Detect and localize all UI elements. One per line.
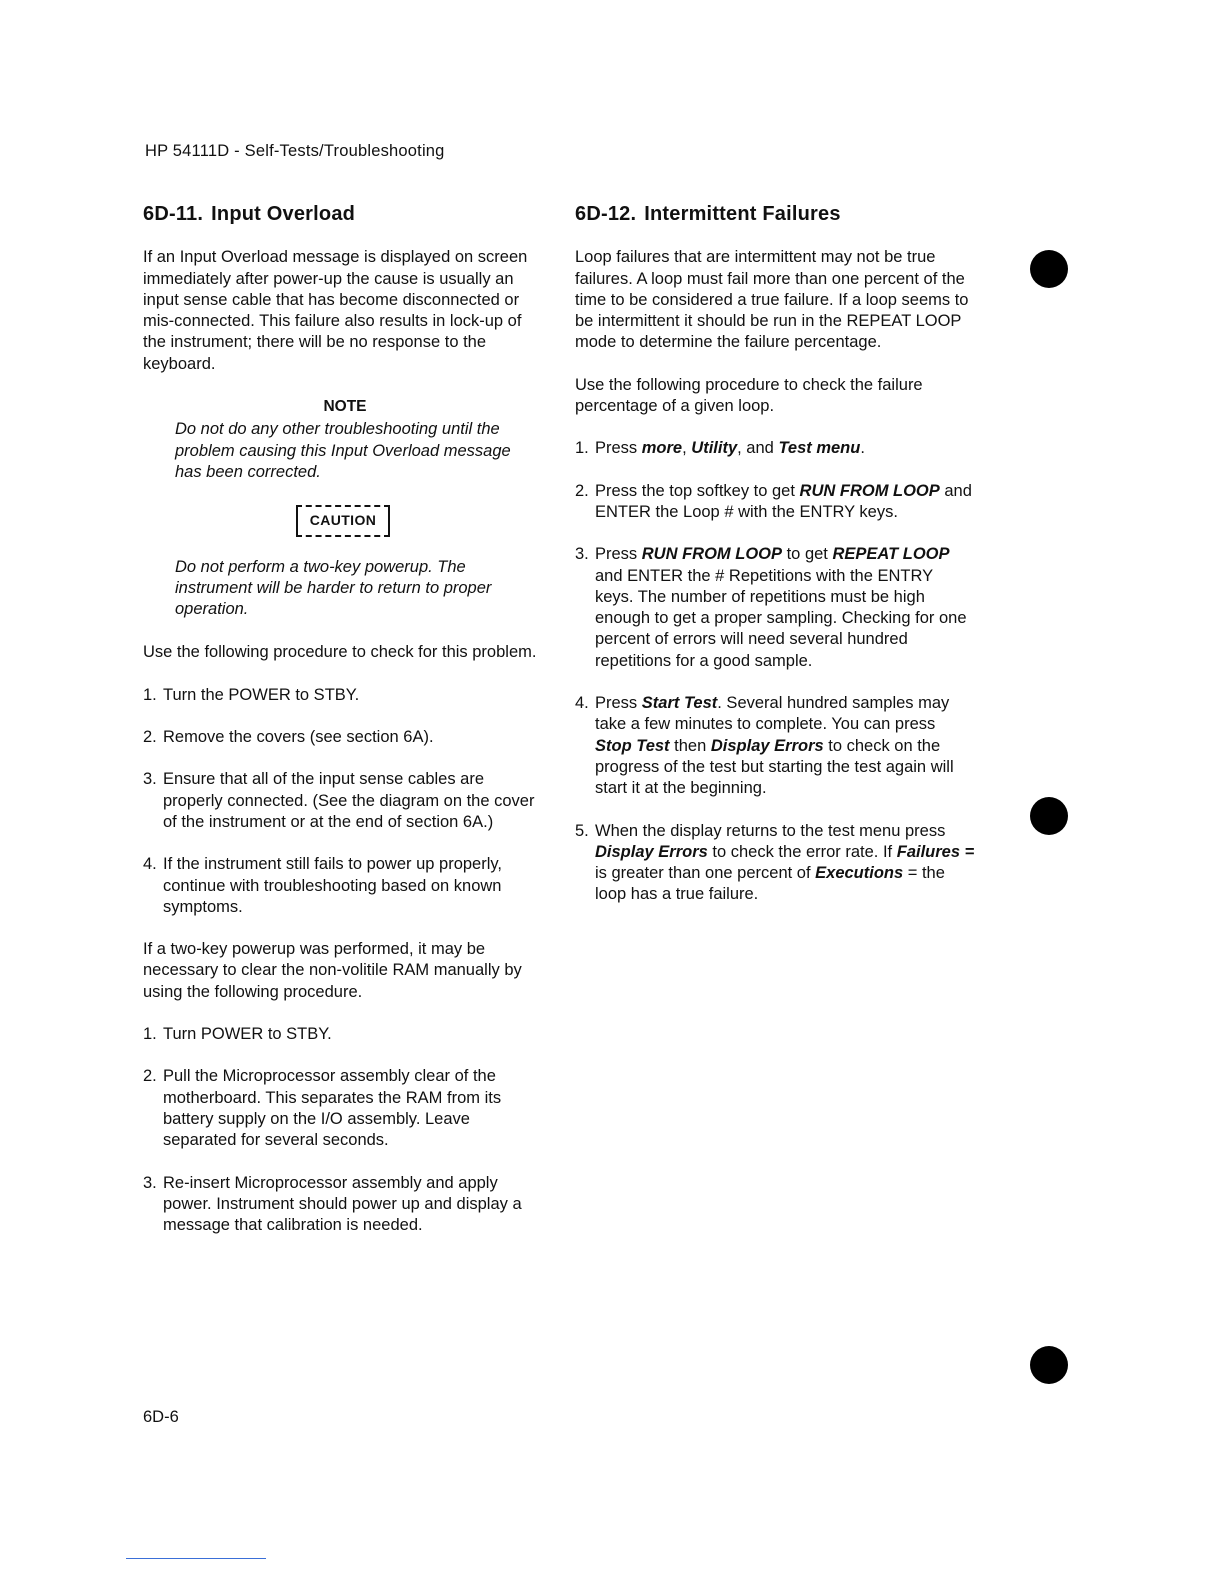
procedure-list-2 — [143, 1024, 543, 1236]
softkey-stop-test: Stop Test — [595, 736, 670, 755]
step-number: 3. — [575, 545, 589, 564]
step-text: Turn the POWER to STBY. — [163, 685, 360, 704]
section-title: Intermittent Failures — [644, 203, 841, 225]
step-number: 4. — [143, 855, 157, 874]
step-text: , — [682, 439, 692, 458]
step-number: 1. — [143, 685, 157, 704]
step-number: 5. — [575, 821, 589, 840]
list-item — [143, 854, 543, 918]
step-text: When the display returns to the test menu press — [595, 821, 946, 840]
list-item — [143, 769, 543, 833]
failures-label: Failures = — [896, 842, 975, 861]
section-heading-intermittent-failures — [575, 204, 975, 225]
step-number: 1. — [143, 1025, 157, 1044]
step-number: 4. — [575, 694, 589, 713]
step-number: 2. — [575, 481, 589, 500]
list-item — [575, 821, 975, 906]
step-text: Press — [595, 439, 642, 458]
right-column — [575, 204, 975, 927]
step-text: then — [669, 736, 711, 755]
binder-hole-dot — [1030, 250, 1068, 288]
step-text: . — [860, 439, 865, 458]
paragraph: If an Input Overload message is displayed on screen immediately after power-up the cause is usually an input sense cable that has become disconnected or mis-connected. This failure also results in lock-up of the instrument; there will be no response to the keyboard. — [143, 248, 528, 373]
list-item — [575, 693, 975, 799]
step-text: Turn POWER to STBY. — [163, 1025, 332, 1044]
caution-block — [143, 505, 543, 536]
step-text: is greater than one percent of — [595, 864, 816, 883]
page-bottom-rule — [126, 1558, 266, 1559]
step-text: Press the top softkey to get — [595, 481, 800, 500]
section-number: 6D-11. — [143, 203, 204, 225]
softkey-start-test: Start Test — [641, 694, 718, 713]
softkey-more: more — [641, 439, 683, 458]
note-body: Do not do any other troubleshooting until the problem causing this Input Overload message has been corrected. — [175, 420, 511, 481]
note-block — [175, 396, 515, 483]
softkey-run-from-loop: RUN FROM LOOP — [641, 545, 783, 564]
step-text: to check the error rate. If — [707, 842, 897, 861]
step-text: Re-insert Microprocessor assembly and apply power. Instrument should power up and display a message that calibration is needed. — [163, 1173, 522, 1235]
list-item — [575, 481, 975, 524]
step-number: 3. — [143, 1173, 157, 1192]
step-text: If the instrument still fails to power up properly, continue with troubleshooting based on known symptoms. — [163, 855, 503, 916]
step-text: Pull the Microprocessor assembly clear of the motherboard. This separates the RAM from its battery supply on the I/O assembly. Leave separated for several seconds. — [163, 1067, 502, 1150]
executions-label: Executions — [815, 864, 904, 883]
step-number: 2. — [143, 1067, 157, 1086]
step-number: 1. — [575, 439, 589, 458]
step-text: to get — [782, 545, 833, 564]
note-title: NOTE — [323, 398, 367, 416]
list-item — [575, 544, 975, 672]
step-text: and ENTER the Loop # with the ENTRY keys. — [595, 481, 972, 521]
list-item — [575, 438, 975, 459]
paragraph: Loop failures that are intermittent may not be true failures. A loop must fail more than one percent of the time to be considered a true failure. If a loop seems to be intermittent it should be run in the REPEAT LOOP mode to determine the failure percentage. — [575, 248, 969, 352]
caution-body: Do not perform a two-key powerup. The instrument will be harder to return to proper operation. — [175, 557, 492, 619]
paragraph: If a two-key powerup was performed, it may be necessary to clear the non-volitile RAM manually by using the following procedure. — [143, 940, 522, 1001]
softkey-repeat-loop: REPEAT LOOP — [832, 545, 950, 564]
step-text: = the loop has a true failure. — [595, 864, 945, 904]
list-item — [143, 685, 543, 706]
caution-label: CAUTION — [296, 505, 391, 536]
softkey-run-from-loop: RUN FROM LOOP — [799, 481, 940, 500]
list-item — [143, 1066, 543, 1151]
step-text: Remove the covers (see section 6A). — [163, 728, 434, 747]
softkey-display-errors: Display Errors — [710, 736, 824, 755]
paragraph: Use the following procedure to check the failure percentage of a given loop. — [575, 375, 923, 416]
list-item — [143, 727, 543, 748]
step-number: 3. — [143, 770, 157, 789]
step-text: Press — [595, 545, 642, 564]
step-text: Ensure that all of the input sense cables are properly connected. (See the diagram on the cover of the instrument or at the end of section 6A.) — [163, 770, 535, 831]
step-text: to check on the progress of the test but starting the test again will start it at the beginning. — [595, 736, 954, 798]
step-text: , and — [737, 439, 779, 458]
procedure-list-3 — [575, 438, 975, 905]
section-number: 6D-12. — [575, 203, 637, 225]
step-text: and ENTER the # Repetitions with the ENTRY keys. The number of repetitions must be high enough to get a proper sampling. Checking for one percent of errors will need several hundred repetitions for a good sample. — [595, 566, 967, 670]
procedure-list-1 — [143, 685, 543, 918]
running-header: HP 54111D - Self-Tests/Troubleshooting — [145, 142, 445, 160]
binder-hole-dot — [1030, 1346, 1068, 1384]
step-text: . Several hundred samples may take a few minutes to complete. You can press — [595, 694, 950, 734]
step-text: Press — [595, 694, 642, 713]
section-title: Input Overload — [211, 203, 356, 225]
binder-hole-dot — [1030, 797, 1068, 835]
paragraph: Use the following procedure to check for this problem. — [143, 643, 537, 662]
softkey-display-errors: Display Errors — [595, 842, 708, 861]
softkey-utility: Utility — [691, 439, 738, 458]
softkey-test-menu: Test menu — [778, 439, 861, 458]
section-heading-input-overload — [143, 204, 543, 225]
page-number: 6D-6 — [143, 1408, 179, 1426]
step-number: 2. — [143, 728, 157, 747]
list-item — [143, 1173, 543, 1237]
left-column — [143, 204, 543, 1257]
list-item — [143, 1024, 543, 1045]
